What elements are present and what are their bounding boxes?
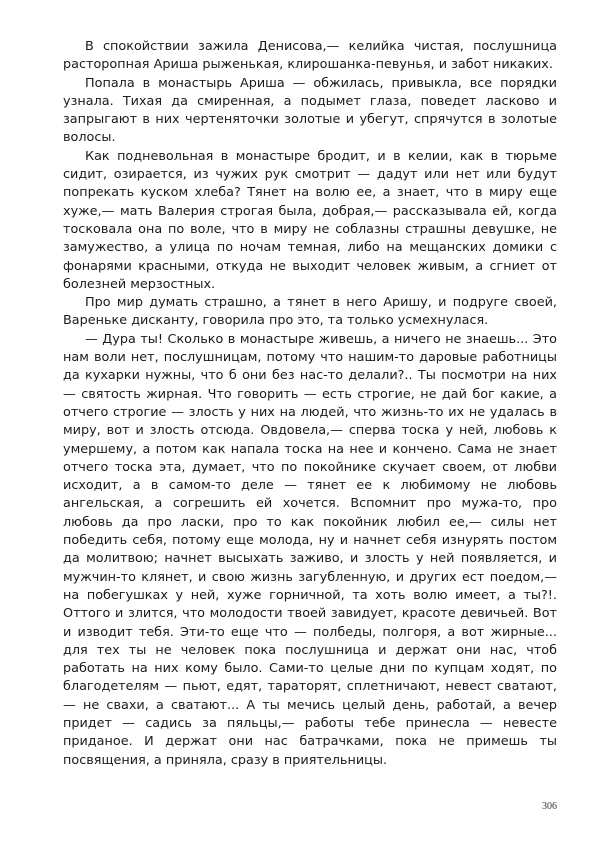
paragraph-2: Попала в монастырь Ариша — обжилась, привыкла, все порядки узнала. Тихая да смиренная, а подымет глаза, поведет ласково и запрыгают в них чертеняточки золотые и убегут, спрячутся в золотые волосы. — [63, 75, 557, 146]
paragraph-3: Как подневольная в монастыре бродит, и в келии, как в тюрьме сидит, озирается, из чужих рук смотрит — дадут или нет или будут попрекать куском хлеба? Тянет на волю ее, а знает, что в миру еще хуже,— мать Валерия строгая была, добрая,— рассказывала ей, когда тосковала она по воле, что в миру не соблазны страшны девушке, не замужество, а улица по ночам темная, либо на мещанских домики с фонарями красными, откуда не выходит человек живым, а сгниет от болезней мерзостных. — [63, 148, 557, 292]
paragraph-1: В спокойствии зажила Денисова,— келийка чистая, послушница расторопная Ариша рыженькая, клирошанка-певунья, и забот никаких. — [63, 39, 557, 73]
page-number: 306 — [542, 801, 557, 812]
paragraph-4: Про мир думать страшно, а тянет в него Аришу, и подруге своей, Вареньке дисканту, говорила про это, та только усмехнулася. — [63, 295, 557, 329]
paragraph-5: — Дура ты! Сколько в монастыре живешь, а ничего не знаешь... Это нам воли нет, послушницам, потому что нашим-то даровые работницы да кухарки нужны, что б они без нас-то делали?.. Ты посмотри на них — святость жирная. Что говорить — есть строгие, не дай бог какие, а отчего строгие — злость у них на людей, что жизнь-то их не удалась в миру, вот и злость отсюда. Овдовела,— сперва тоска у ней, любовь к умершему, а потом как напала тоска на нее и кончено. Сама не знает отчего тоска эта, думает, что по покойнике скучает своем, от любви исходит, а в самом-то деле — тянет ее к любимому не любовь ангельская, а согрешить ей хочется. Вспомнит про мужа-то, про любовь да про ласки, про то как покойник любил ее,— силы нет победить себя, потому еще молода, ну и начнет себя изнурять постом да молитвою; начнет высыхать заживо, и злость у ней появляется, и мужчин-то клянет, и свою жизнь загубленную, и других ест поедом,— на побегушках у ней, хуже горничной, та хоть волю имеет, а ты?!. Оттого и злится, что молодости твоей завидует, красоте девичьей. Вот и изводит тебя. Эти-то еще что — полбеды, полгоря, а вот жирные... для тех ты не человек пока послушница и держат они нас, чтоб работать на них кому было. Сами-то целые дни по купцам ходят, по благодетелям — пьют, едят, тараторят, сплетничают, невест сватают,— не свахи, а сватают... А ты мечись целый день, работай, а вечер придет — садись за пяльцы,— работы тебе принесла — невесте приданое. И держат они нас батрачками, пока не примешь ты посвящения, а приняла, сразу в приятельницы. — [63, 331, 557, 768]
body-text — [63, 38, 557, 770]
